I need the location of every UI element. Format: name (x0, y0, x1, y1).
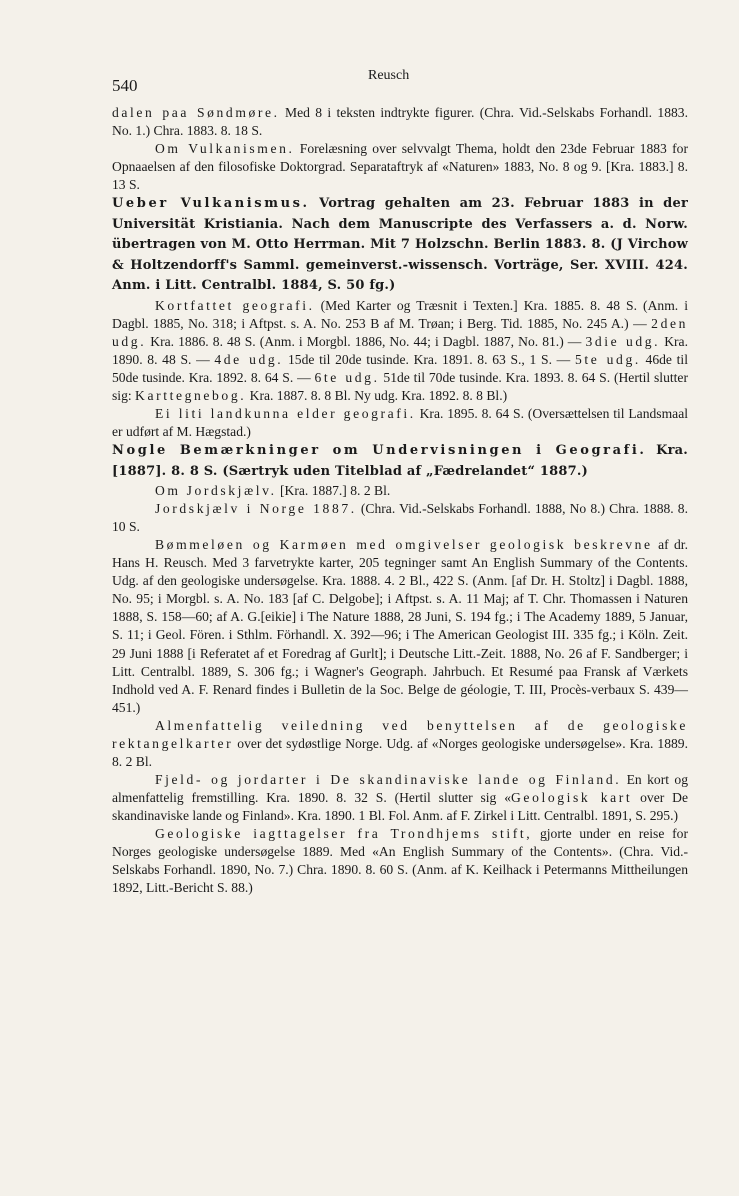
bibliography-entry (112, 500, 688, 536)
entry-title: 2den udg. (112, 315, 688, 349)
running-title: Reusch (368, 68, 410, 83)
entry-text: Kra. 1886. 8. 48 S. (Anm. i Morgbl. 1886, No. 44; i Dagbl. 1887, No. 81.) — (146, 333, 586, 349)
bibliography-entry (112, 104, 688, 140)
entry-title: Om Vulkanismen. (155, 141, 295, 157)
entry-title: 3die udg. (585, 333, 661, 349)
bibliography-entry (112, 825, 688, 897)
entry-text: Kra. [1887]. 8. 8 S. (Særtryk uden Titelblad af „Fædrelandet“ 1887.) (112, 443, 688, 479)
entry-text: over De skandinaviske lande og Finland». Kra. 1890. 1 Bl. Fol. Anm. af F. Zirkel i Litt. Centralbl. 1891, S. 295.) (112, 789, 688, 823)
bibliography-entry (112, 482, 688, 500)
entry-text: Forelæsning over selvvalgt Thema, holdt den 23de Februar 1883 for Opnaaelsen af den filosofiske Doktorgrad. Separataftryk af «Naturen» 1883, No. 8 og 9. [Kra. 1883.] 8. 13 S. (112, 141, 688, 193)
bibliography-entry (112, 441, 688, 482)
entry-text: Kra. 1895. 8. 64 S. (Oversættelsen til Landsmaal er udført af M. Hægstad.) (112, 406, 689, 440)
entry-title: Geologisk kart (511, 789, 633, 805)
entry-title: 6te udg. (314, 369, 380, 385)
entry-text: Kra. 1887. 8. 8 Bl. Ny udg. Kra. 1892. 8. 8 Bl.) (246, 387, 508, 403)
entry-text: (Med Karter og Træsnit i Texten.] Kra. 1885. 8. 48 S. (Anm. i Dagbl. 1885, No. 318; i Aftpst. s. A. No. 253 B af M. Trøan; i Berg. Tid. 1885, No. 245 A.) — (112, 297, 688, 331)
entry-title: Ueber Vulkanismus. (112, 196, 310, 212)
entry-title: Karttegnebog. (135, 387, 247, 403)
entry-title: Nogle Bemærkninger om Undervisningen i Geografi. (112, 443, 647, 459)
entry-title: 5te udg. (574, 351, 641, 367)
entry-title: Om Jordskjælv. (155, 483, 277, 499)
entry-title: Almenfattelig veiledning ved benyttelsen af de geologiske rektangelkarter (112, 717, 688, 751)
entry-title: Jordskjælv i Norge 1887. (155, 501, 357, 517)
entry-text: af dr. Hans H. Reusch. Med 3 farvetrykte karter, 205 tegninger samt An English Summary of the Contents. Udg. af den geologiske undersøgelse. Kra. 1888. 4. 2 Bl., 422 S. (Anm. [af Dr. H. Stoltz] i Dagbl. 1888, No. 95; i Morgbl. s. A. No. 183 [af C. Delgobe]; i Aftpst. s. A. 11 Maj; af T. Chr. Thomassen i Naturen 1888, S. 158—60; af A. G.[eikie] i The Nature 1888, 28 Juni, S. 194 fg.; i The Academy 1889, 5 Januar, S. 11; i Geol. Fören. i Sthlm. Förhandl. X. 392—96; i The American Geologist III. 335 fg.; i Köln. Zeit. 29 Juni 1888 [i Referatet af et Foredrag af Gurlt]; i Deutsche Litt.-Zeit. 1888, No. 26 af F. Sandberger; i Litt. Centralbl. 1889, S. 306 fg.; i Wagner's Geograph. Jahrbuch. Et Resumé paa Fransk af Værkets Indhold ved A. F. Renard findes i Bulletin de la Soc. Belge de géologie, T. III, Procès-verbaux S. 439—451.) (112, 537, 688, 715)
entry-text: [Kra. 1887.] 8. 2 Bl. (276, 483, 391, 499)
bibliography-entry (112, 194, 688, 297)
bibliography-entry (112, 297, 688, 405)
bibliography-entry (112, 771, 688, 825)
entry-title: Geologiske iagttagelser fra Trondhjems stift, (155, 826, 533, 841)
entry-text: 15de til 20de tusinde. Kra. 1891. 8. 63 S., 1 S. — (283, 351, 575, 367)
entry-text: Vortrag gehalten am 23. Februar 1883 in der Universität Kristiania. Nach dem Manuscripte des Verfassers a. d. Norw. übertragen von M. Otto Herrman. Mit 7 Holzschn. Berlin 1883. 8. (J Virchow & Holtzendorff's Samml. gemeinverst.-wissensch. Vorträge, Ser. XVIII. 424. Anm. i Litt. Centralbl. 1884, S. 50 fg.) (112, 196, 688, 294)
entry-text: 51de til 70de tusinde. Kra. 1893. 8. 64 S. (Hertil slutter sig: (112, 369, 688, 403)
entry-text: 46de til 50de tusinde. Kra. 1892. 8. 64 S. — (112, 351, 688, 385)
entry-title: Fjeld- og jordarter i De skandinaviske lande og Finland. (155, 771, 622, 787)
entry-title: Bømmeløen og Karmøen med omgivelser geologisk beskrevne (155, 537, 653, 553)
entry-title: 4de udg. (214, 351, 284, 367)
entry-text: over det sydøstlige Norge. Udg. af «Norges geologiske undersøgelse». Kra. 1889. 8. 2 Bl. (112, 735, 688, 769)
bibliography-entry (112, 405, 688, 441)
entry-text: En kort og almenfattelig fremstilling. Kra. 1890. 8. 32 S. (Hertil slutter sig « (112, 771, 688, 805)
bibliography-entry (112, 536, 688, 716)
entry-text: Kra. 1890. 8. 48 S. — (112, 333, 688, 367)
bibliography-list (112, 104, 688, 897)
entry-text: Med 8 i teksten indtrykte figurer. (Chra. Vid.-Selskabs Forhandl. 1883. No. 1.) Chra. 1883. 8. 18 S. (112, 105, 688, 139)
entry-text: (Chra. Vid.-Selskabs Forhandl. 1888, No 8.) Chra. 1888. 8. 10 S. (112, 501, 688, 535)
page-number: 540 (112, 76, 138, 95)
entry-title: Kortfattet geografi. (155, 297, 315, 313)
entry-title: dalen paa Søndmøre. (112, 105, 280, 120)
entry-text: gjorte under en reise for Norges geologiske undersøgelse 1889. Med «An English Summary of the Contents». (Chra. Vid.-Selskabs Forhandl. 1890, No. 7.) Chra. 1890. 8. 60 S. (Anm. af K. Keilhack i Petermanns Mittheilungen 1892, Litt.-Bericht S. 88.) (112, 826, 688, 896)
bibliography-entry (112, 717, 688, 771)
bibliography-entry (112, 140, 688, 194)
entry-title: Ei liti landkunna elder geografi. (155, 406, 416, 422)
